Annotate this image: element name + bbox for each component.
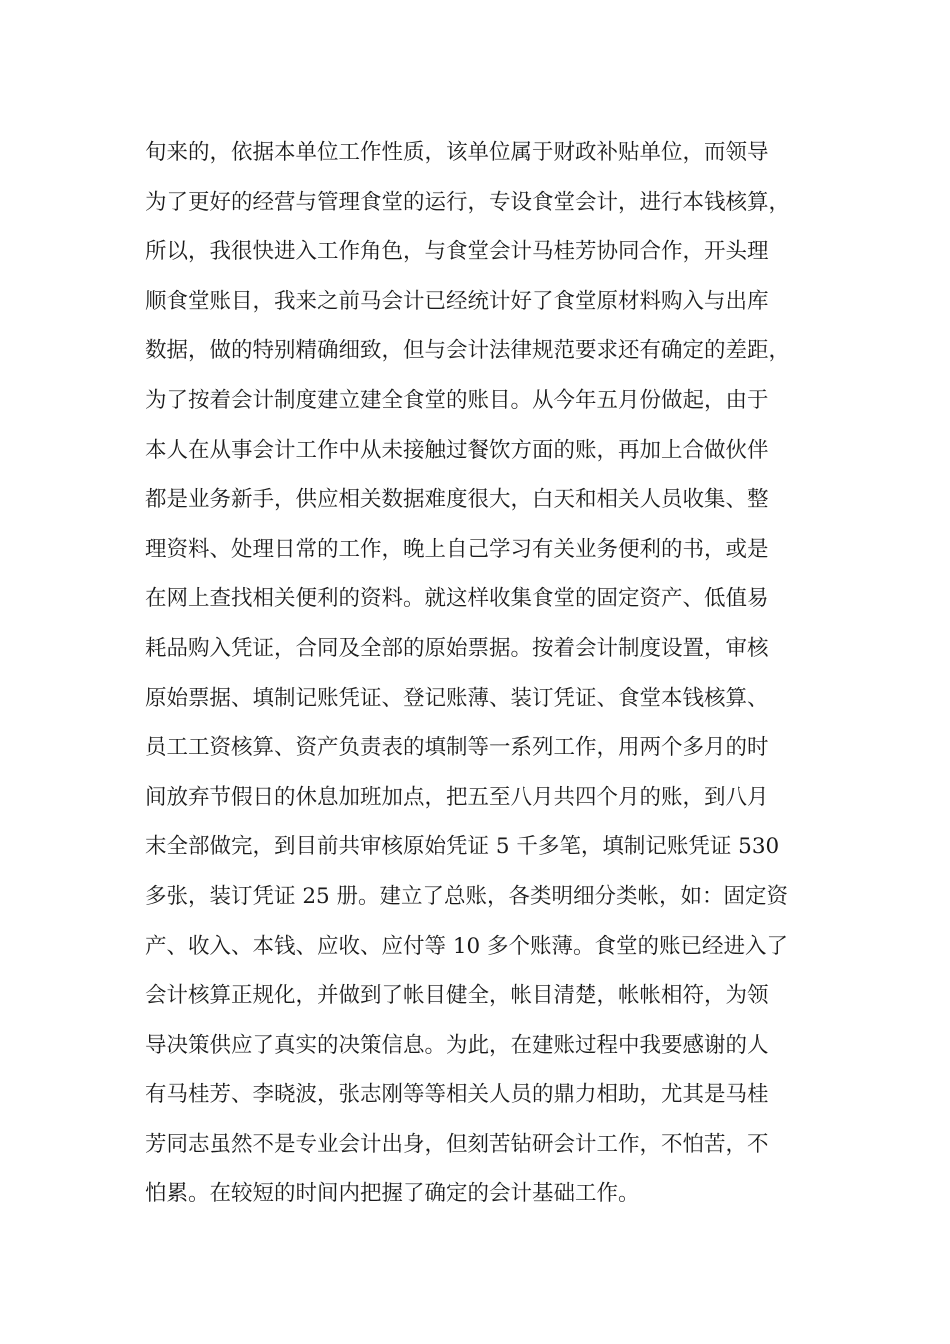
text-line: 末全部做完，到目前共审核原始凭证 5 千多笔，填制记账凭证 530 [145, 834, 780, 860]
text-line: 都是业务新手，供应相关数据难度很大，白天和相关人员收集、整 [145, 487, 769, 513]
text-line: 为了按着会计制度建立建全食堂的账目。从今年五月份做起，由于 [145, 387, 769, 413]
text-line: 产、收入、本钱、应收、应付等 10 多个账薄。食堂的账已经进入了 [145, 933, 789, 959]
text-line: 有马桂芳、李晓波，张志刚等等相关人员的鼎力相助，尤其是马桂 [145, 1082, 769, 1108]
text-line: 间放弃节假日的休息加班加点，把五至八月共四个月的账，到八月 [145, 784, 769, 810]
text-line: 理资料、处理日常的工作，晚上自己学习有关业务便利的书，或是 [145, 536, 769, 562]
text-line: 在网上查找相关便利的资料。就这样收集食堂的固定资产、低值易 [145, 586, 769, 612]
text-line: 数据，做的特别精确细致，但与会计法律规范要求还有确定的差距， [145, 338, 791, 364]
text-line: 旬来的，依据本单位工作性质，该单位属于财政补贴单位，而领导 [145, 140, 769, 165]
text-line: 多张，装订凭证 25 册。建立了总账，各类明细分类帐，如：固定资 [145, 883, 789, 909]
text-line: 本人在从事会计工作中从未接触过餐饮方面的账，再加上合做伙伴 [145, 437, 769, 463]
text-line: 怕累。在较短的时间内把握了确定的会计基础工作。 [145, 1181, 640, 1207]
text-line: 原始票据、填制记账凭证、登记账薄、装订凭证、食堂本钱核算、 [145, 685, 769, 711]
text-line: 耗品购入凭证，合同及全部的原始票据。按着会计制度设置，审核 [145, 635, 769, 661]
body-paragraph [145, 128, 845, 1219]
text-line: 会计核算正规化，并做到了帐目健全，帐目清楚，帐帐相符，为领 [145, 983, 769, 1009]
text-line: 顺食堂账目，我来之前马会计已经统计好了食堂原材料购入与出库 [145, 288, 769, 314]
text-line: 员工工资核算、资产负责表的填制等一系列工作，用两个多月的时 [145, 735, 769, 761]
text-line: 所以，我很快进入工作角色，与食堂会计马桂芳协同合作，开头理 [145, 239, 769, 265]
text-line: 为了更好的经营与管理食堂的运行，专设食堂会计，进行本钱核算， [145, 189, 791, 215]
text-line: 导决策供应了真实的决策信息。为此，在建账过程中我要感谢的人 [145, 1032, 769, 1058]
text-line: 芳同志虽然不是专业会计出身，但刻苦钻研会计工作，不怕苦，不 [145, 1131, 769, 1157]
